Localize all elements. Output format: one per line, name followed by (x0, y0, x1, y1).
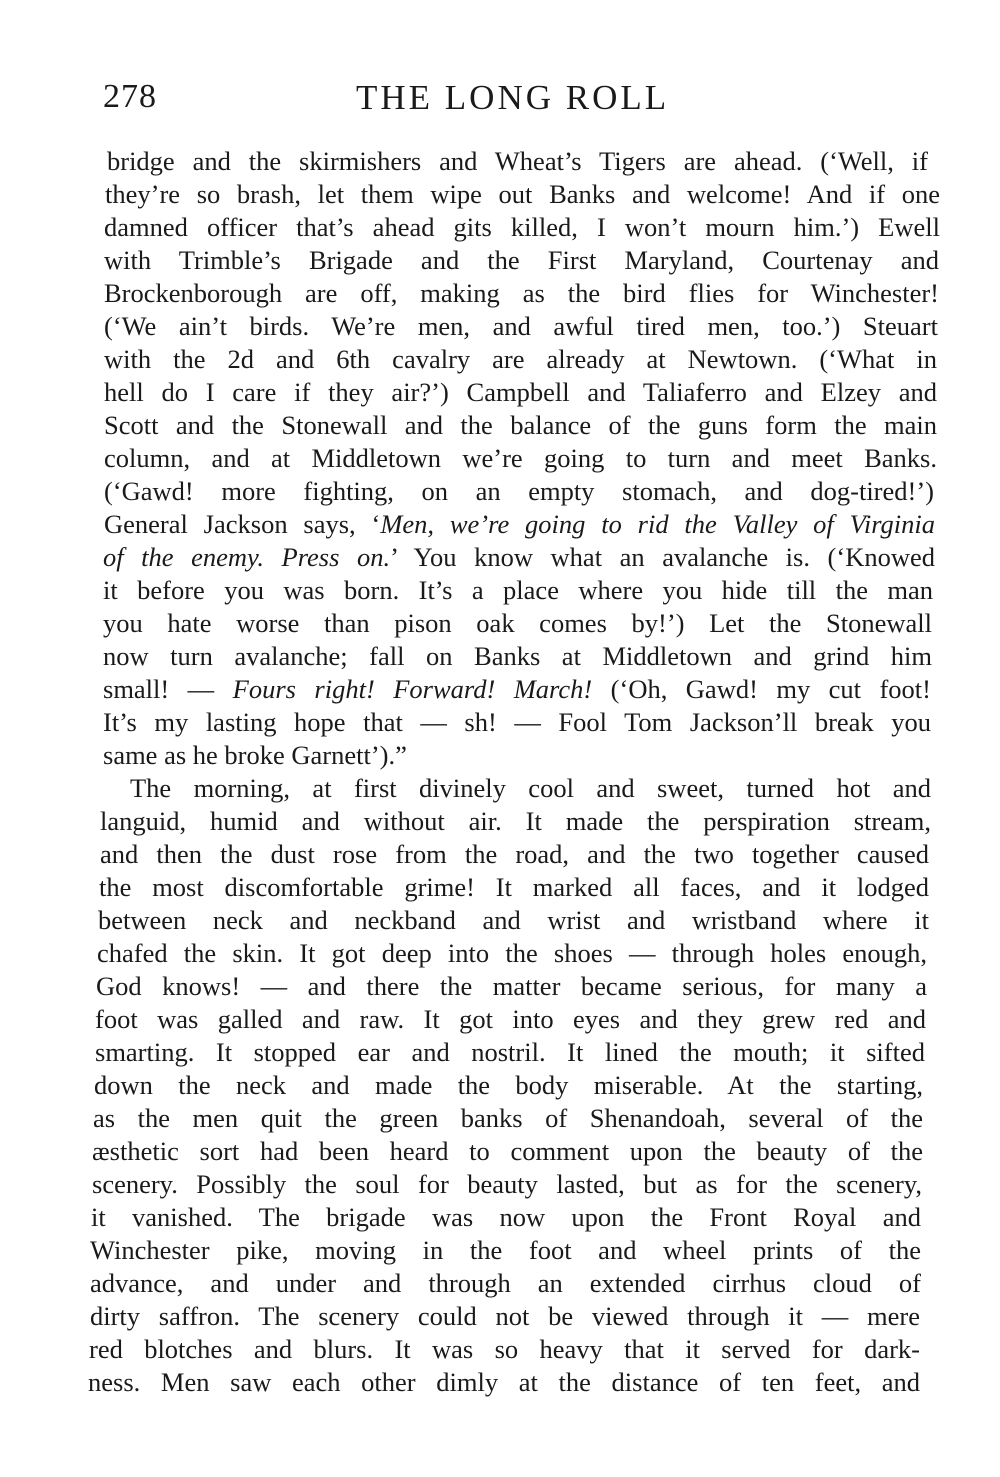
text-line: small! — Fours right! Forward! March! (‘Oh, Gawd! my cut foot! (103, 674, 931, 704)
text-line: damned officer that’s ahead gits killed, I won’t mourn him.’) Ewell (104, 212, 940, 242)
italic-quote: Men, we’re going to rid the Valley of Virginia (380, 509, 935, 539)
text-line: hell do I care if they air?’) Campbell and Taliaferro and Elzey and (104, 377, 937, 407)
text-line: and then the dust rose from the road, and the two together caused (100, 839, 929, 869)
text-line: Winchester pike, moving in the foot and wheel prints of the (90, 1235, 921, 1265)
running-title: THE LONG ROLL (356, 78, 670, 117)
text-line: (‘We ain’t birds. We’re men, and awful tired men, too.’) Steuart (104, 311, 938, 341)
text-line: God knows! — and there the matter became serious, for many a (96, 971, 927, 1001)
text-line: languid, humid and without air. It made the perspiration stream, (100, 806, 931, 836)
text-line: they’re so brash, let them wipe out Banks and welcome! And if one (105, 179, 940, 209)
text-line: Brockenborough are off, making as the bird flies for Winchester! (104, 278, 939, 308)
text-line: scenery. Possibly the soul for beauty lasted, but as for the scenery, (92, 1169, 922, 1199)
text-line: It’s my lasting hope that — sh! — Fool Tom Jackson’ll break you (103, 707, 931, 737)
text-line: of the enemy. Press on.’ You know what an avalanche is. (‘Knowed (103, 542, 935, 572)
italic-command: Fours right! Forward! March! (232, 674, 593, 704)
text-line: dirty saffron. The scenery could not be viewed through it — mere (90, 1301, 920, 1331)
running-head (103, 78, 903, 128)
text-line: down the neck and made the body miserable. At the starting, (94, 1070, 923, 1100)
text-line: between neck and neckband and wrist and wristband where it (98, 905, 929, 935)
text-line: now turn avalanche; fall on Banks at Middletown and grind him (103, 641, 932, 671)
text-line: it vanished. The brigade was now upon the Front Royal and (91, 1202, 921, 1232)
text-line: red blotches and blurs. It was so heavy that it served for dark- (89, 1334, 920, 1364)
text-line: as the men quit the green banks of Shenandoah, several of the (93, 1103, 923, 1133)
paragraph-first-line: The morning, at first divinely cool and sweet, turned hot and (130, 773, 931, 803)
text-line: the most discomfortable grime! It marked all faces, and it lodged (99, 872, 929, 902)
text-line: smarting. It stopped ear and nostril. It lined the mouth; it sifted (95, 1037, 925, 1067)
text-line: (‘Gawd! more fighting, on an empty stomach, and dog-tired!’) (104, 476, 934, 506)
text-line: you hate worse than pison oak comes by!’) Let the Stonewall (103, 608, 932, 638)
italic-quote: of the enemy. Press on. (103, 542, 391, 572)
text-line: chafed the skin. It got deep into the shoes — through holes enough, (97, 938, 927, 968)
text-line: æsthetic sort had been heard to comment upon the beauty of the (92, 1136, 923, 1166)
page-number: 278 (103, 78, 157, 115)
text-line: it before you was born. It’s a place where you hide till the man (103, 575, 933, 605)
text-line: foot was galled and raw. It got into eyes and they grew red and (95, 1004, 926, 1034)
text-line: column, and at Middletown we’re going to turn and meet Banks. (104, 443, 937, 473)
text-line: same as he broke Garnett’).” (103, 740, 407, 770)
text-line: Scott and the Stonewall and the balance of the guns form the main (104, 410, 937, 440)
text-line: with the 2d and 6th cavalry are already at Newtown. (‘What in (104, 344, 937, 374)
text-line: General Jackson says, ‘Men, we’re going to rid the Valley of Virginia (104, 509, 935, 539)
text-line: bridge and the skirmishers and Wheat’s Tigers are ahead. (‘Well, if (107, 146, 928, 176)
text-line: with Trimble’s Brigade and the First Maryland, Courtenay and (104, 245, 939, 275)
text-line: advance, and under and through an extended cirrhus cloud of (90, 1268, 921, 1298)
text-line: ness. Men saw each other dimly at the distance of ten feet, and (88, 1367, 920, 1397)
